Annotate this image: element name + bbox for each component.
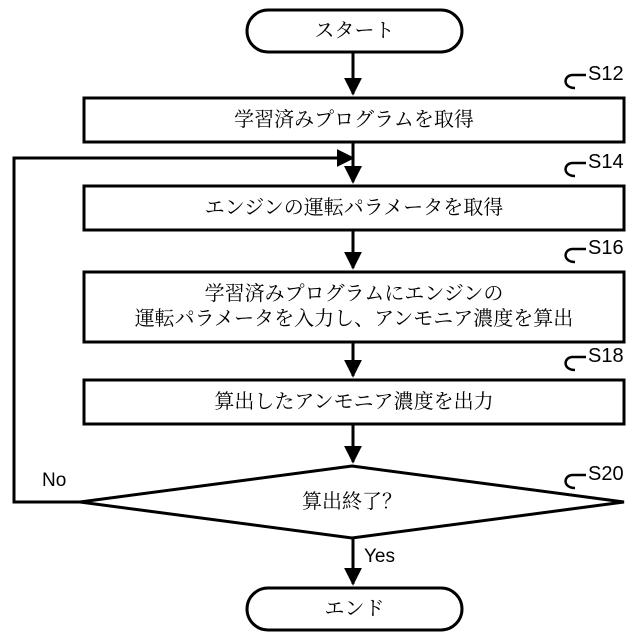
- step-leader-s14: [566, 163, 586, 176]
- edge-label-yes: Yes: [364, 546, 395, 567]
- step-label-s14: S14: [588, 151, 624, 173]
- step-label-s12: S12: [588, 63, 624, 85]
- node-start-shape[interactable]: [247, 10, 462, 52]
- node-end-label: エンド: [324, 597, 385, 620]
- node-s16-shape[interactable]: [84, 272, 624, 342]
- edge-label-no: No: [42, 470, 67, 491]
- node-s18-label: 算出したアンモニア濃度を出力: [214, 390, 494, 413]
- node-start-label: スタート: [314, 19, 395, 42]
- step-label-s18: S18: [588, 345, 624, 367]
- node-s14-label: エンジンの運転パラメータを取得: [204, 196, 504, 219]
- step-leader-s18: [566, 357, 586, 370]
- node-s14-shape[interactable]: [84, 186, 624, 230]
- step-leader-s20: [566, 475, 586, 488]
- node-s16-line2: 運転パラメータを入力し、アンモニア濃度を算出: [134, 308, 574, 330]
- node-s12-shape[interactable]: [84, 98, 624, 142]
- node-s20-shape[interactable]: [80, 466, 624, 538]
- step-label-s20: S20: [588, 463, 624, 485]
- node-s18-shape[interactable]: [84, 380, 624, 424]
- step-leader-s12: [566, 75, 586, 88]
- node-end-shape[interactable]: [247, 588, 462, 630]
- node-s20-label: 算出終了？: [302, 490, 402, 513]
- step-leader-s16: [566, 249, 586, 262]
- step-label-s16: S16: [588, 237, 624, 259]
- node-s12-label: 学習済みプログラムを取得: [234, 108, 474, 131]
- node-s16-line1: 学習済みプログラムにエンジンの: [204, 283, 504, 305]
